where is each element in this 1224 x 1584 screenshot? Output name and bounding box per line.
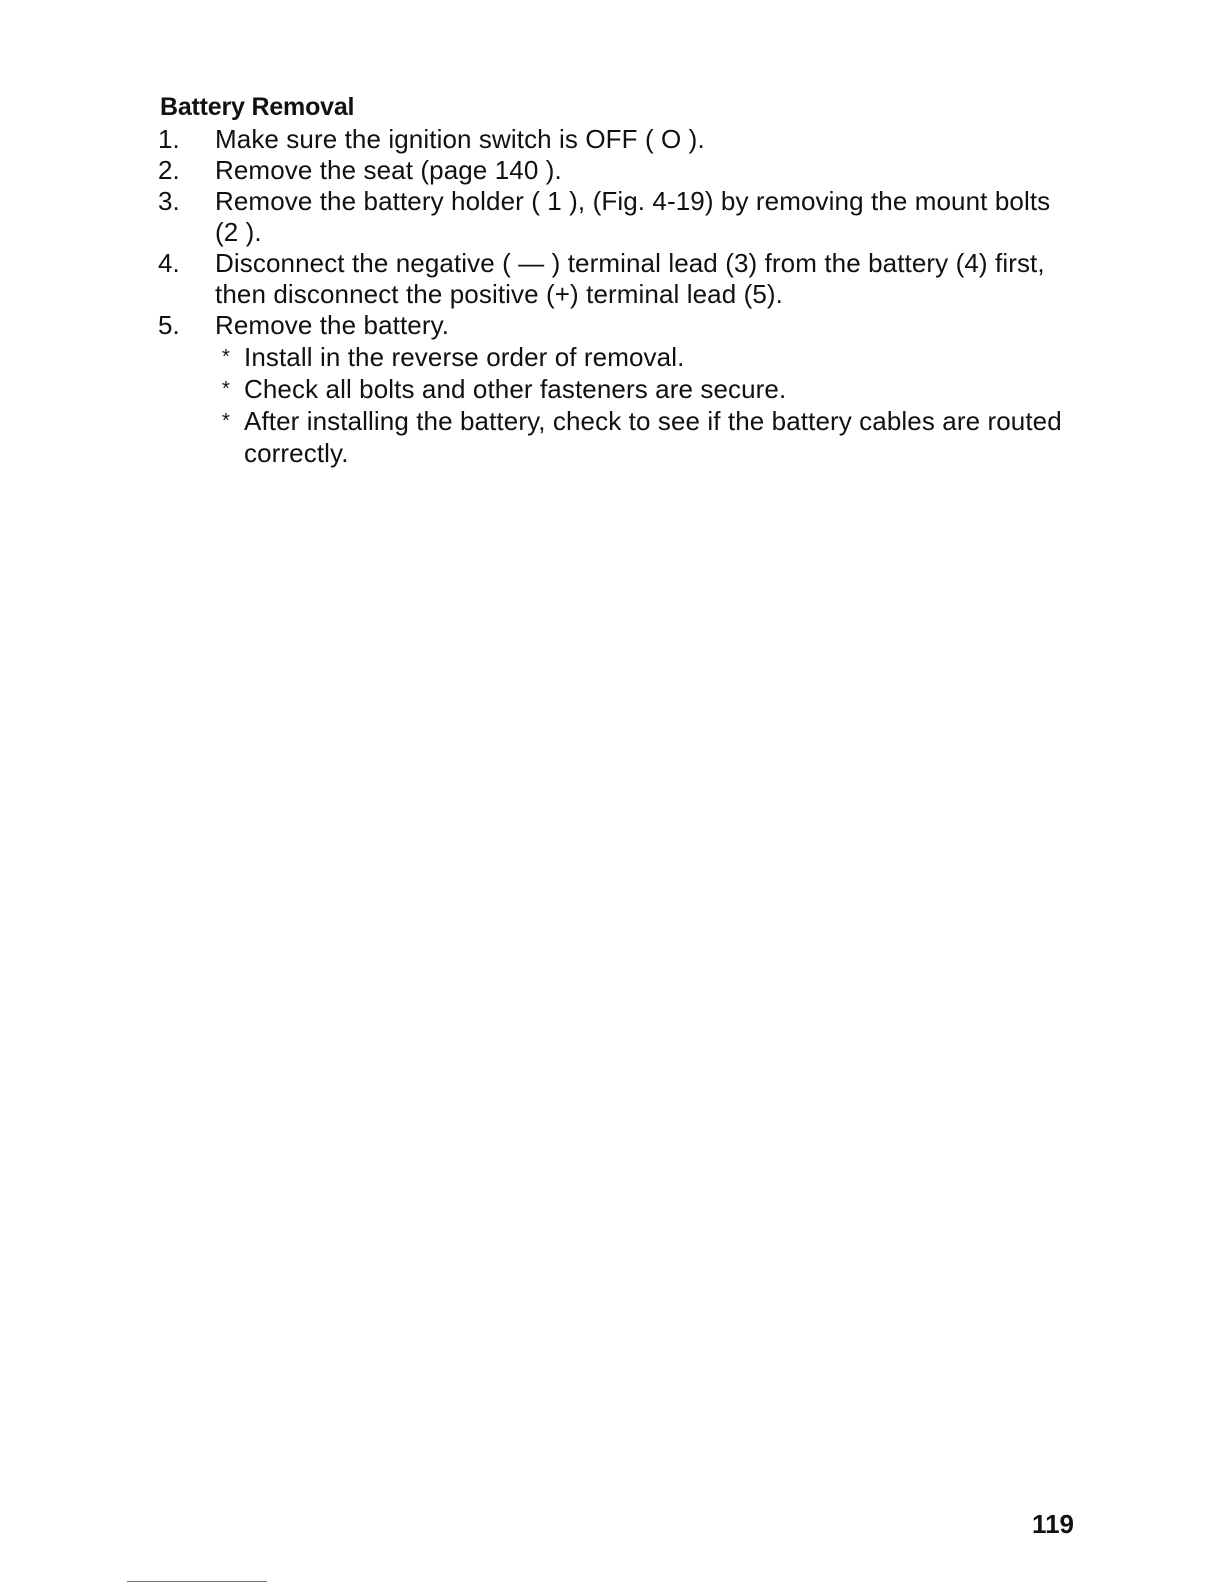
step-text: Remove the battery. [215,310,450,340]
step-number: 5. [158,310,180,340]
step-item [158,248,1078,310]
removal-steps-list [158,124,1078,469]
note-item [218,341,1078,373]
footer-rule [127,1581,267,1582]
step-number: 1. [158,124,180,154]
step-number: 4. [158,248,180,278]
step-number: 2. [158,155,180,185]
step-text: Disconnect the negative ( — ) terminal lead (3) from the battery (4) first, then disconnect the positive (+) terminal lead (5). [215,248,1045,309]
note-text: After installing the battery, check to see if the battery cables are routed correctly. [244,406,1062,468]
step-text: Remove the seat (page 140 ). [215,155,562,185]
installation-notes [215,341,1078,469]
page-number: 119 [1032,1509,1074,1539]
step-item [158,124,1078,155]
asterisk-marker: * [222,378,230,400]
step-text: Remove the battery holder ( 1 ), (Fig. 4-19) by removing the mount bolts (2 ). [215,186,1051,247]
asterisk-marker: * [222,346,230,368]
note-item [218,405,1078,469]
step-item [158,310,1078,469]
step-text: Make sure the ignition switch is OFF ( O ). [215,124,705,154]
note-item [218,373,1078,405]
note-text: Install in the reverse order of removal. [244,342,685,372]
note-text: Check all bolts and other fasteners are secure. [244,374,787,404]
section-heading: Battery Removal [160,93,355,121]
step-item [158,186,1078,248]
step-number: 3. [158,186,180,216]
step-item [158,155,1078,186]
asterisk-marker: * [222,410,230,432]
